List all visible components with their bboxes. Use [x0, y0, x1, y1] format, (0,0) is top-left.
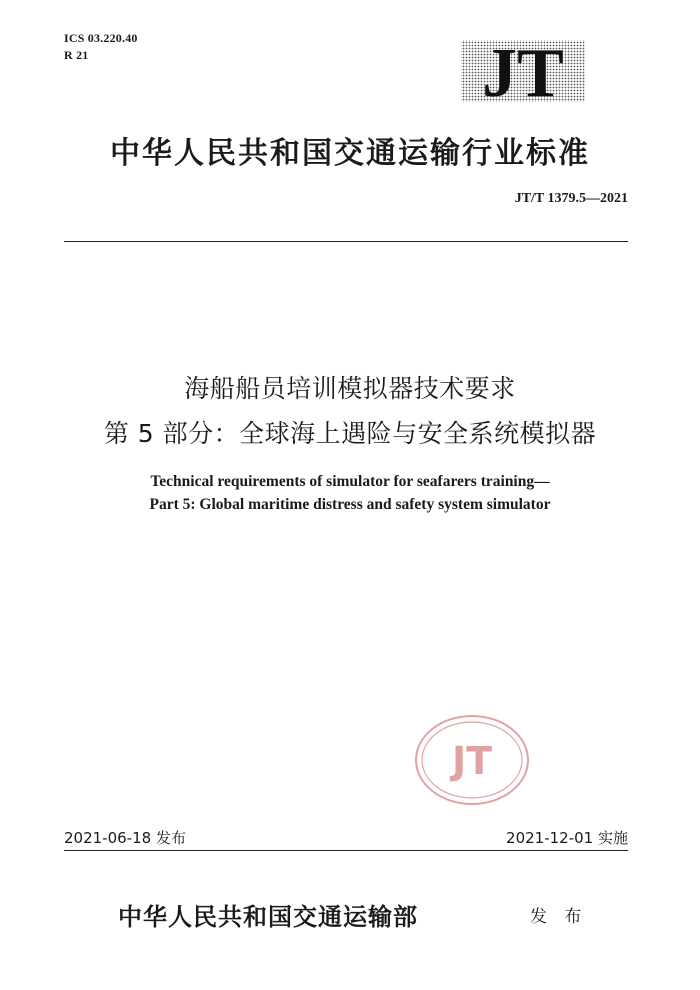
header-divider [64, 241, 628, 242]
jt-logo-text: JT [482, 38, 564, 104]
jt-logo-icon [459, 38, 587, 104]
ics-code: ICS 03.220.40 [64, 31, 138, 45]
title-en-line2: Part 5: Global maritime distress and safety system simulator [149, 496, 551, 513]
jt-seal [414, 714, 530, 806]
issue-label: 发 布 [530, 907, 588, 927]
title-cn-line2: 第 5 部分：全球海上遇险与安全系统模拟器 [103, 419, 597, 448]
jt-logo [459, 38, 587, 104]
implementation-date: 2021-12-01 实施 [506, 829, 628, 847]
jt-seal-text: JT [451, 739, 493, 783]
title-en-line1: Technical requirements of simulator for seafarers training— [150, 473, 550, 490]
footer-divider [64, 850, 628, 851]
standard-category-title: 中华人民共和国交通运输行业标准 [110, 136, 590, 171]
title-cn-line1: 海船船员培训模拟器技术要求 [184, 374, 516, 403]
issuing-authority: 中华人民共和国交通运输部 [118, 902, 418, 931]
jt-seal-icon [414, 714, 530, 806]
standard-code: JT/T 1379.5—2021 [514, 191, 628, 206]
ccs-code: R 21 [64, 48, 89, 62]
issue-date: 2021-06-18 发布 [64, 829, 186, 847]
classification-block [64, 30, 138, 64]
